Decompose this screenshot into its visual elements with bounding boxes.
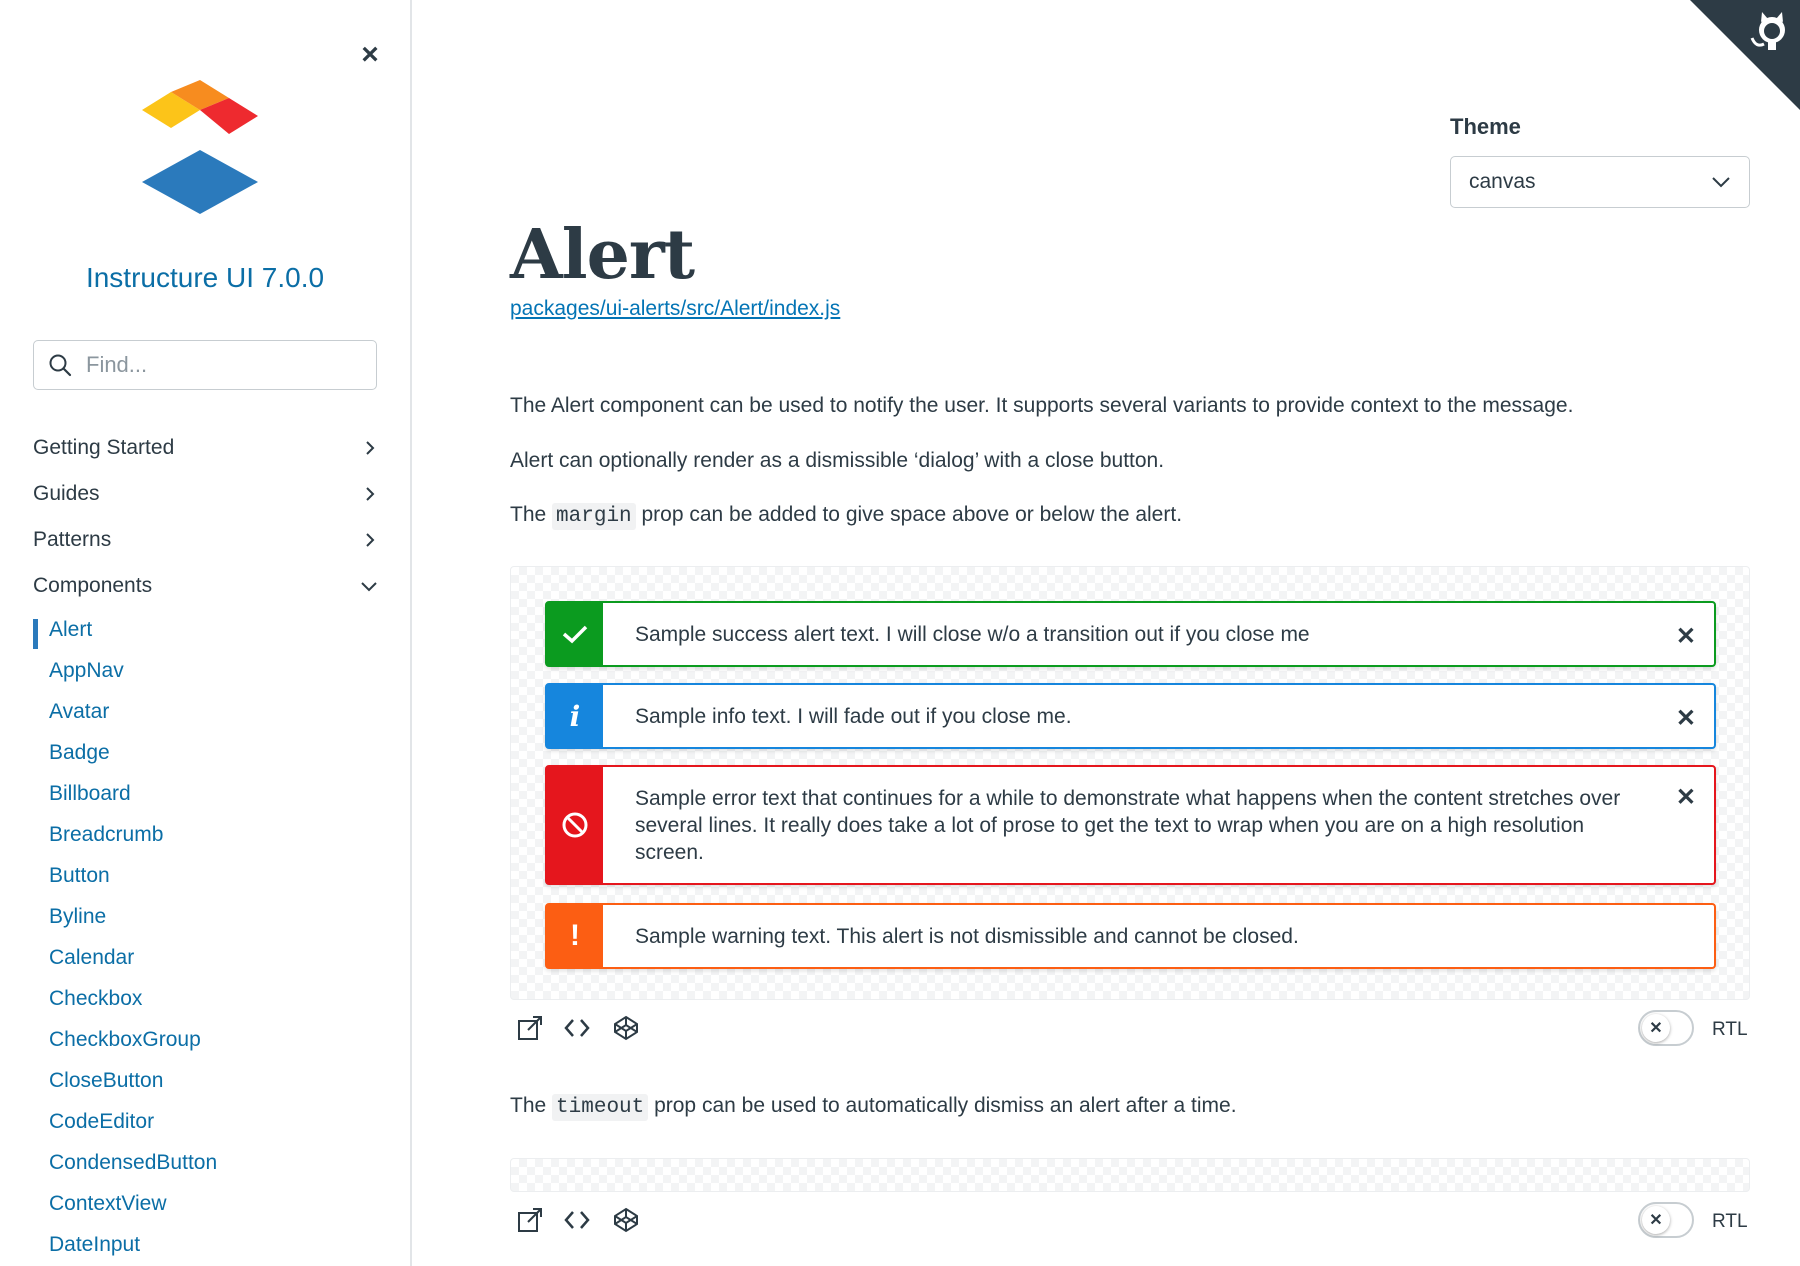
timeout-paragraph: [510, 1094, 1237, 1119]
rtl-toggle[interactable]: [1638, 1202, 1694, 1238]
alert-warning: [545, 903, 1716, 969]
nav-section-getting-started[interactable]: [33, 428, 378, 468]
sidebar-item-avatar[interactable]: Avatar: [49, 700, 110, 723]
code-icon[interactable]: [563, 1206, 591, 1234]
sidebar-item-contextview[interactable]: ContextView: [49, 1192, 167, 1215]
nav-section-label: Getting Started: [33, 436, 175, 459]
toggle-off-icon: ✕: [1642, 1206, 1670, 1234]
code-icon[interactable]: [563, 1014, 591, 1042]
sidebar-item-appnav[interactable]: AppNav: [49, 659, 124, 682]
toggle-off-icon: ✕: [1642, 1014, 1670, 1042]
chevron-down-icon: [360, 578, 378, 594]
external-link-icon[interactable]: [516, 1206, 544, 1234]
sidebar-item-button[interactable]: Button: [49, 864, 110, 887]
text-segment: The: [510, 503, 553, 526]
nav-section-label: Patterns: [33, 528, 112, 551]
chevron-right-icon: [362, 486, 378, 502]
info-icon: i: [547, 685, 603, 747]
search-box[interactable]: [33, 340, 377, 390]
page-title: Alert: [510, 215, 695, 295]
rtl-label: RTL: [1712, 1019, 1748, 1040]
sidebar: [0, 0, 412, 1266]
alert-error: [545, 765, 1716, 885]
search-input[interactable]: [84, 351, 358, 379]
text-segment: prop can be added to give space above or below the alert.: [635, 503, 1183, 526]
alert-text: Sample success alert text. I will close w/o a transition out if you close me: [635, 622, 1310, 646]
sidebar-item-alert[interactable]: Alert: [49, 618, 93, 641]
checkmark-icon: [547, 603, 603, 665]
warning-icon: !: [547, 905, 603, 967]
sidebar-item-dateinput[interactable]: DateInput: [49, 1233, 141, 1256]
rtl-label: RTL: [1712, 1211, 1748, 1232]
brand-title[interactable]: Instructure UI 7.0.0: [85, 262, 325, 293]
example-playground: [510, 566, 1750, 1000]
example-playground-timeout: [510, 1158, 1750, 1192]
close-icon[interactable]: ✕: [1675, 623, 1696, 650]
sidebar-item-codeeditor[interactable]: CodeEditor: [49, 1110, 155, 1133]
sidebar-item-checkboxgroup[interactable]: CheckboxGroup: [49, 1028, 201, 1051]
close-icon[interactable]: ✕: [1675, 705, 1696, 732]
close-icon[interactable]: ✕: [1675, 784, 1696, 811]
theme-select-value: canvas: [1469, 170, 1536, 193]
inline-code-margin: margin: [552, 503, 636, 530]
active-indicator: [33, 619, 38, 649]
alert-info: [545, 683, 1716, 749]
codepen-icon[interactable]: [612, 1014, 640, 1042]
chevron-down-icon: [1711, 175, 1731, 189]
alert-success: [545, 601, 1716, 667]
source-link[interactable]: packages/ui-alerts/src/Alert/index.js: [510, 297, 841, 320]
sidebar-item-byline[interactable]: Byline: [49, 905, 107, 928]
sidebar-item-badge[interactable]: Badge: [49, 741, 110, 764]
github-corner-icon[interactable]: [1690, 0, 1800, 110]
sidebar-item-calendar[interactable]: Calendar: [49, 946, 135, 969]
close-nav-icon[interactable]: ×: [361, 38, 379, 71]
intro-paragraph-3: [510, 503, 1182, 528]
chevron-right-icon: [362, 532, 378, 548]
theme-select[interactable]: [1450, 156, 1750, 208]
intro-paragraph-1: The Alert component can be used to notify the user. It supports several variants to provide context to the message.: [510, 394, 1574, 417]
text-segment: prop can be used to automatically dismiss an alert after a time.: [648, 1094, 1237, 1117]
sidebar-item-billboard[interactable]: Billboard: [49, 782, 131, 805]
alert-text: Sample info text. I will fade out if you close me.: [635, 704, 1072, 728]
sidebar-item-closebutton[interactable]: CloseButton: [49, 1069, 164, 1092]
nav-section-components[interactable]: [33, 566, 378, 606]
sidebar-item-breadcrumb[interactable]: Breadcrumb: [49, 823, 164, 846]
chevron-right-icon: [362, 440, 378, 456]
theme-label: Theme: [1450, 114, 1521, 139]
nav-section-label: Components: [33, 574, 153, 597]
alert-text: Sample error text that continues for a while to demonstrate what happens when the content stretches over several lines. It really does take a lot of prose to get the text to wrap when you are on a high resolution screen.: [635, 786, 1621, 864]
no-entry-icon: [547, 767, 603, 883]
rtl-toggle[interactable]: [1638, 1010, 1694, 1046]
external-link-icon[interactable]: [516, 1014, 544, 1042]
intro-paragraph-2: Alert can optionally render as a dismissible ‘dialog’ with a close button.: [510, 449, 1165, 472]
codepen-icon[interactable]: [612, 1206, 640, 1234]
sidebar-item-condensedbutton[interactable]: CondensedButton: [49, 1151, 218, 1174]
nav-section-label: Guides: [33, 482, 100, 505]
instructure-logo: [142, 80, 272, 220]
alert-text: Sample warning text. This alert is not dismissible and cannot be closed.: [635, 924, 1299, 948]
search-icon: [48, 353, 72, 377]
inline-code-timeout: timeout: [552, 1094, 648, 1121]
nav-section-patterns[interactable]: [33, 520, 378, 560]
text-segment: The: [510, 1094, 553, 1117]
sidebar-item-checkbox[interactable]: Checkbox: [49, 987, 143, 1010]
nav-section-guides[interactable]: [33, 474, 378, 514]
